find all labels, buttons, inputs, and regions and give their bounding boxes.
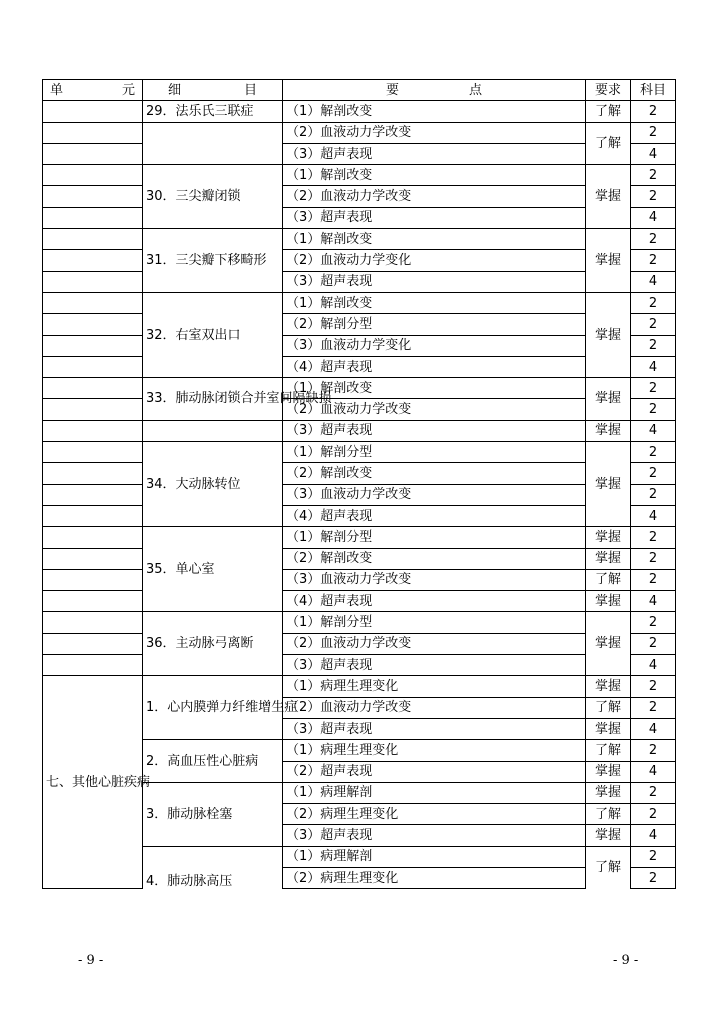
point-cell: （3）超声表现 [283, 825, 586, 846]
req-cell: 掌握 [586, 378, 631, 421]
req-cell: 掌握 [586, 591, 631, 612]
subj-cell: 4 [631, 271, 676, 292]
req-cell: 掌握 [586, 676, 631, 697]
subj-cell: 2 [631, 292, 676, 313]
unit-cell [43, 335, 143, 356]
unit-cell [43, 314, 143, 335]
subj-cell: 2 [631, 846, 676, 867]
point-cell: （2）解剖改变 [283, 463, 586, 484]
unit-cell [43, 122, 143, 143]
table-row [43, 122, 676, 143]
unit-cell [43, 505, 143, 526]
table-row [43, 143, 676, 164]
point-cell: （1）病理解剖 [283, 782, 586, 803]
table-row [43, 207, 676, 228]
header-topic: 细 目 [143, 80, 283, 101]
point-cell: （1）解剖分型 [283, 612, 586, 633]
req-cell: 掌握 [586, 165, 631, 229]
unit-cell [43, 527, 143, 548]
req-cell: 掌握 [586, 718, 631, 739]
point-cell: （3）血液动力学变化 [283, 335, 586, 356]
req-cell: 掌握 [586, 527, 631, 548]
subj-cell: 4 [631, 143, 676, 164]
subj-cell: 2 [631, 463, 676, 484]
topic-cell [143, 420, 283, 441]
req-cell: 掌握 [586, 442, 631, 527]
table-header-row [43, 80, 676, 101]
subj-cell: 2 [631, 612, 676, 633]
topic-cell: 33．肺动脉闭锁合并室间隔缺损 [143, 378, 283, 421]
table-row [43, 484, 676, 505]
subj-cell: 4 [631, 591, 676, 612]
point-cell: （2）血液动力学变化 [283, 250, 586, 271]
table-row [43, 356, 676, 377]
topic-cell: 30．三尖瓣闭锁 [143, 165, 283, 229]
syllabus-table [42, 79, 676, 889]
unit-cell [43, 207, 143, 228]
subj-cell: 2 [631, 335, 676, 356]
page-number-left: - 9 - [78, 953, 104, 968]
point-cell: （1）解剖改变 [283, 229, 586, 250]
point-cell: （3）超声表现 [283, 718, 586, 739]
req-cell: 了解 [586, 697, 631, 718]
unit-cell [43, 165, 143, 186]
point-cell: （3）超声表现 [283, 207, 586, 228]
point-cell: （2）血液动力学改变 [283, 633, 586, 654]
unit-cell [43, 101, 143, 122]
point-cell: （2）解剖改变 [283, 548, 586, 569]
table-row [43, 612, 676, 633]
subj-cell: 2 [631, 442, 676, 463]
point-cell: （2）病理生理变化 [283, 804, 586, 825]
req-cell: 掌握 [586, 548, 631, 569]
point-cell: （1）解剖改变 [283, 101, 586, 122]
unit-cell [43, 399, 143, 420]
unit-cell [43, 229, 143, 250]
req-cell: 掌握 [586, 761, 631, 782]
table-row [43, 527, 676, 548]
subj-cell: 2 [631, 569, 676, 590]
point-cell: （3）超声表现 [283, 420, 586, 441]
topic-cell: 2．高血压性心脏病 [143, 740, 283, 783]
subj-cell: 4 [631, 505, 676, 526]
subj-cell: 2 [631, 740, 676, 761]
subj-cell: 2 [631, 867, 676, 888]
subj-cell: 2 [631, 399, 676, 420]
point-cell: （1）解剖分型 [283, 527, 586, 548]
table-row [43, 335, 676, 356]
subj-cell: 2 [631, 782, 676, 803]
req-cell: 掌握 [586, 420, 631, 441]
table-row [43, 442, 676, 463]
header-req: 要求 [586, 80, 631, 101]
point-cell: （1）病理生理变化 [283, 740, 586, 761]
req-cell: 掌握 [586, 612, 631, 676]
subj-cell: 2 [631, 186, 676, 207]
req-cell: 了解 [586, 846, 631, 889]
unit-cell [43, 378, 143, 399]
point-cell: （3）超声表现 [283, 143, 586, 164]
subj-cell: 4 [631, 356, 676, 377]
unit-cell [43, 356, 143, 377]
table-row [43, 676, 676, 697]
header-point: 要 点 [283, 80, 586, 101]
subj-cell: 2 [631, 122, 676, 143]
topic-cell: 29．法乐氏三联症 [143, 101, 283, 122]
unit-cell-7: 七、其他心脏疾病 [43, 676, 143, 889]
req-cell: 掌握 [586, 292, 631, 377]
unit-cell [43, 548, 143, 569]
req-cell: 了解 [586, 122, 631, 165]
req-cell: 掌握 [586, 229, 631, 293]
point-cell: （2）血液动力学改变 [283, 186, 586, 207]
subj-cell: 4 [631, 420, 676, 441]
subj-cell: 4 [631, 825, 676, 846]
table-row [43, 463, 676, 484]
point-cell: （2）解剖分型 [283, 314, 586, 335]
point-cell: （3）超声表现 [283, 655, 586, 676]
point-cell: （1）病理解剖 [283, 846, 586, 867]
point-cell: （2）超声表现 [283, 761, 586, 782]
table-row [43, 505, 676, 526]
subj-cell: 2 [631, 378, 676, 399]
req-cell: 了解 [586, 101, 631, 122]
unit-cell [43, 292, 143, 313]
unit-cell [43, 420, 143, 441]
topic-cell: 34．大动脉转位 [143, 442, 283, 527]
subj-cell: 4 [631, 207, 676, 228]
header-subj: 科目 [631, 80, 676, 101]
topic-cell: 1．心内膜弹力纤维增生症 [143, 676, 283, 740]
req-cell: 了解 [586, 740, 631, 761]
point-cell: （2）血液动力学改变 [283, 122, 586, 143]
subj-cell: 2 [631, 101, 676, 122]
unit-cell [43, 250, 143, 271]
subj-cell: 2 [631, 250, 676, 271]
point-cell: （1）解剖改变 [283, 292, 586, 313]
topic-cell [143, 122, 283, 165]
point-cell: （4）超声表现 [283, 505, 586, 526]
table-row [43, 314, 676, 335]
unit-cell [43, 143, 143, 164]
table-row [43, 420, 676, 441]
unit-cell [43, 442, 143, 463]
point-cell: （4）超声表现 [283, 356, 586, 377]
unit-cell [43, 591, 143, 612]
subj-cell: 2 [631, 314, 676, 335]
subj-cell: 2 [631, 229, 676, 250]
point-cell: （2）病理生理变化 [283, 867, 586, 888]
subj-cell: 2 [631, 165, 676, 186]
req-cell: 了解 [586, 804, 631, 825]
table-row [43, 569, 676, 590]
table-row [43, 591, 676, 612]
point-cell: （2）血液动力学改变 [283, 399, 586, 420]
subj-cell: 2 [631, 527, 676, 548]
point-cell: （4）超声表现 [283, 591, 586, 612]
subj-cell: 2 [631, 804, 676, 825]
unit-cell [43, 612, 143, 633]
unit-cell [43, 569, 143, 590]
topic-cell: 35．单心室 [143, 527, 283, 612]
unit-cell [43, 186, 143, 207]
req-cell: 了解 [586, 569, 631, 590]
subj-cell: 4 [631, 718, 676, 739]
subj-cell: 2 [631, 548, 676, 569]
subj-cell: 2 [631, 676, 676, 697]
topic-cell: 3．肺动脉栓塞 [143, 782, 283, 846]
subj-cell: 2 [631, 484, 676, 505]
point-cell: （1）病理生理变化 [283, 676, 586, 697]
unit-cell [43, 484, 143, 505]
point-cell: （2）血液动力学改变 [283, 697, 586, 718]
point-cell: （3）超声表现 [283, 271, 586, 292]
topic-cell: 36．主动脉弓离断 [143, 612, 283, 676]
header-unit: 单 元 [43, 80, 143, 101]
unit-cell [43, 271, 143, 292]
point-cell: （1）解剖改变 [283, 165, 586, 186]
unit-cell [43, 633, 143, 654]
table-row [43, 548, 676, 569]
page-number-right: - 9 - [613, 953, 639, 968]
unit-cell [43, 463, 143, 484]
point-cell: （1）解剖改变 [283, 378, 586, 399]
table-row [43, 378, 676, 399]
table-row [43, 186, 676, 207]
subj-cell: 2 [631, 697, 676, 718]
unit-cell [43, 655, 143, 676]
topic-cell: 32．右室双出口 [143, 292, 283, 377]
point-cell: （1）解剖分型 [283, 442, 586, 463]
table-row [43, 655, 676, 676]
subj-cell: 4 [631, 655, 676, 676]
subj-cell: 4 [631, 761, 676, 782]
req-cell: 掌握 [586, 825, 631, 846]
point-cell: （3）血液动力学改变 [283, 569, 586, 590]
table-row [43, 229, 676, 250]
table-row [43, 101, 676, 122]
table-row [43, 292, 676, 313]
point-cell: （3）血液动力学改变 [283, 484, 586, 505]
table-row [43, 271, 676, 292]
table-row [43, 250, 676, 271]
topic-cell: 31．三尖瓣下移畸形 [143, 229, 283, 293]
table-row [43, 399, 676, 420]
topic-cell: 4．肺动脉高压 [143, 846, 283, 889]
subj-cell: 2 [631, 633, 676, 654]
req-cell: 掌握 [586, 782, 631, 803]
table-row [43, 633, 676, 654]
table-row [43, 165, 676, 186]
